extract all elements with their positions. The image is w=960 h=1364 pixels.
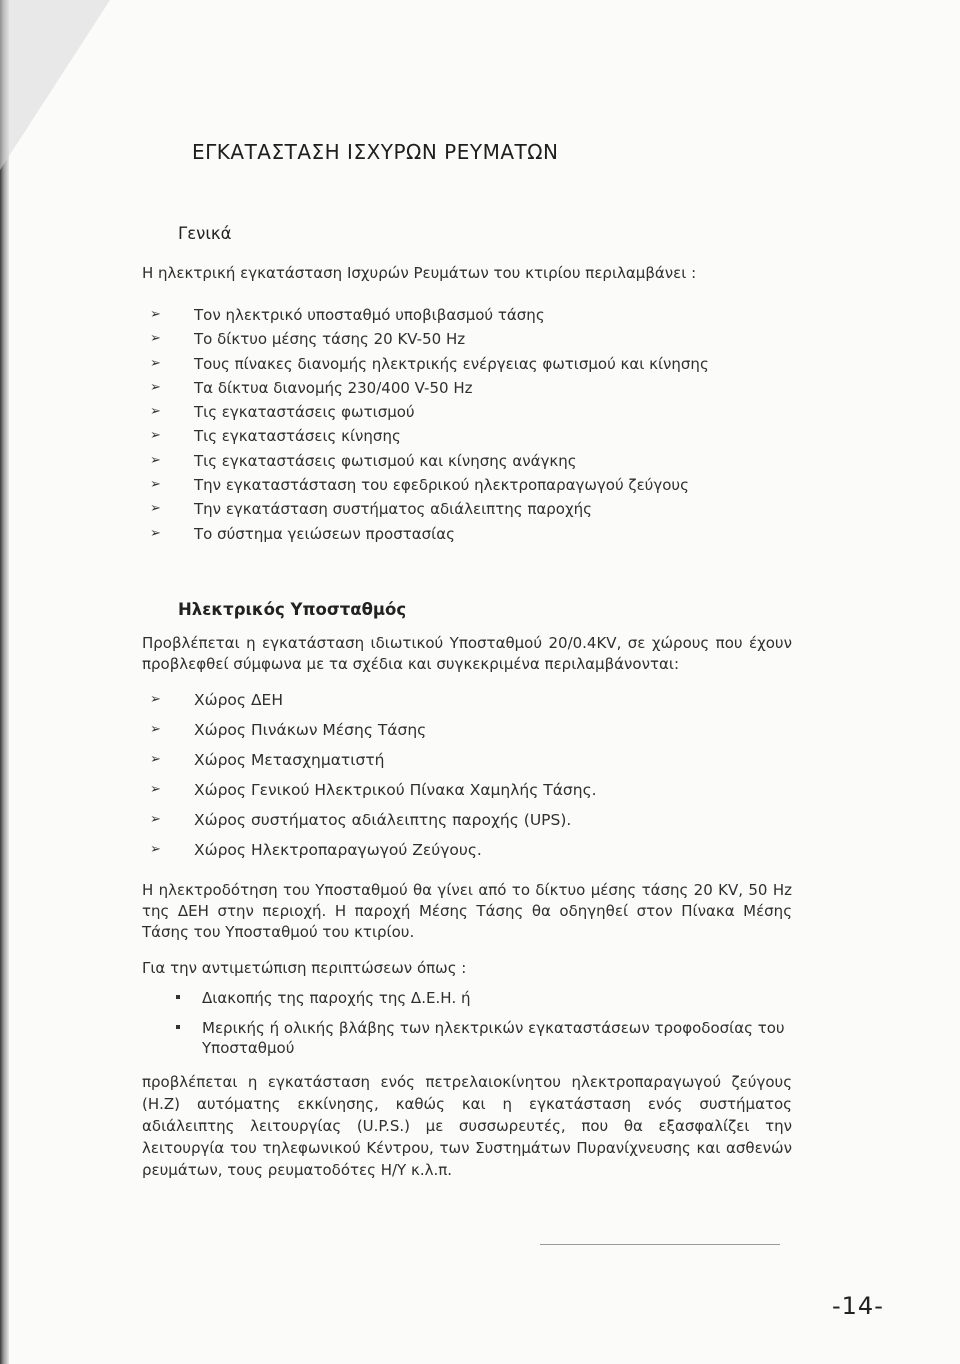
general-items-list bbox=[150, 303, 709, 546]
list-item: Διακοπής της παροχής της Δ.Ε.Η. ή bbox=[174, 988, 794, 1008]
arrow-bullet-icon: ➢ bbox=[150, 307, 161, 322]
footer-rule bbox=[540, 1244, 780, 1245]
page-number: -14- bbox=[832, 1292, 884, 1320]
list-item: ➢ Χώρος Γενικού Ηλεκτρικού Πίνακα Χαμηλής Τάσης. bbox=[150, 776, 597, 806]
list-item: ➢ Το σύστημα γειώσεων προστασίας bbox=[150, 522, 709, 546]
arrow-bullet-icon: ➢ bbox=[150, 404, 161, 420]
cases-list bbox=[174, 988, 794, 1068]
list-item: ➢ Τα δίκτυα διανομής 230/400 V-50 Hz bbox=[150, 376, 709, 400]
arrow-bullet-icon: ➢ bbox=[150, 782, 161, 797]
list-item: ➢ Τις εγκαταστάσεις φωτισμού bbox=[150, 400, 709, 424]
substation-rooms-list bbox=[150, 686, 597, 866]
arrow-bullet-icon: ➢ bbox=[150, 452, 161, 468]
scan-corner-fold bbox=[0, 0, 110, 170]
arrow-bullet-icon: ➢ bbox=[150, 812, 161, 827]
list-item: ➢ Τους πίνακες διανομής ηλεκτρικής ενέργειας φωτισμού και κίνησης bbox=[150, 352, 709, 376]
list-item: ➢ Χώρος ΔΕΗ bbox=[150, 686, 597, 716]
scan-left-edge bbox=[0, 0, 9, 1364]
list-item: ➢ Το δίκτυο μέσης τάσης 20 KV-50 Hz bbox=[150, 327, 709, 351]
list-item: ➢ Τον ηλεκτρικό υποσταθμό υποβιβασμού τάσης bbox=[150, 303, 709, 327]
arrow-bullet-icon: ➢ bbox=[150, 501, 161, 517]
arrow-bullet-icon: ➢ bbox=[150, 355, 161, 371]
list-item: ➢ Την εγκαταστάσταση του εφεδρικού ηλεκτροπαραγωγού ζεύγους bbox=[150, 473, 709, 497]
arrow-bullet-icon: ➢ bbox=[150, 842, 161, 857]
general-intro: Η ηλεκτρική εγκατάσταση Ισχυρών Ρευμάτων του κτιρίου περιλαμβάνει : bbox=[142, 264, 697, 282]
list-item: ➢ Χώρος Πινάκων Μέσης Τάσης bbox=[150, 716, 597, 746]
supply-paragraph: Η ηλεκτροδότηση του Υποσταθμού θα γίνει από το δίκτυο μέσης τάσης 20 KV, 50 Hz της ΔΕΗ στην περιοχή. Η παροχή Μέσης Τάσης θα οδηγηθεί στον Πίνακα Μέσης Τάσης του Υποσταθμού του κτιρίου. bbox=[142, 881, 792, 941]
arrow-bullet-icon: ➢ bbox=[150, 331, 161, 347]
list-item: ➢ Χώρος Μετασχηματιστή bbox=[150, 746, 597, 776]
list-item: ➢ Τις εγκαταστάσεις κίνησης bbox=[150, 424, 709, 448]
list-item: ➢ Τις εγκαταστάσεις φωτισμού και κίνησης ανάγκης bbox=[150, 449, 709, 473]
cases-intro: Για την αντιμετώπιση περιπτώσεων όπως : bbox=[142, 959, 467, 977]
section-heading-general: Γενικά bbox=[178, 224, 232, 243]
arrow-bullet-icon: ➢ bbox=[150, 752, 161, 767]
list-item: ➢ Χώρος συστήματος αδιάλειπτης παροχής (UPS). bbox=[150, 806, 597, 836]
list-item: ➢ Την εγκατάσταση συστήματος αδιάλειπτης παροχής bbox=[150, 497, 709, 521]
list-item: Μερικής ή ολικής βλάβης των ηλεκτρικών εγκαταστάσεων τροφοδοσίας του Υποσταθμού bbox=[174, 1018, 794, 1058]
arrow-bullet-icon: ➢ bbox=[150, 379, 161, 395]
list-item: ➢ Χώρος Ηλεκτροπαραγωγού Ζεύγους. bbox=[150, 836, 597, 866]
document-title: ΕΓΚΑΤΑΣΤΑΣΗ ΙΣΧΥΡΩΝ ΡΕΥΜΑΤΩΝ bbox=[192, 140, 559, 164]
square-bullet-icon bbox=[176, 1025, 180, 1029]
arrow-bullet-icon: ➢ bbox=[150, 722, 161, 737]
arrow-bullet-icon: ➢ bbox=[150, 692, 161, 707]
arrow-bullet-icon: ➢ bbox=[150, 525, 161, 541]
square-bullet-icon bbox=[176, 995, 180, 999]
substation-intro: Προβλέπεται η εγκατάσταση ιδιωτικού Υποσταθμού 20/0.4KV, σε χώρους που έχουν προβλεφθεί σύμφωνα με τα σχέδια και συγκεκριμένα περιλαμβάνονται: bbox=[142, 634, 792, 673]
section-heading-substation: Ηλεκτρικός Υποσταθμός bbox=[178, 600, 407, 619]
arrow-bullet-icon: ➢ bbox=[150, 477, 161, 493]
arrow-bullet-icon: ➢ bbox=[150, 428, 161, 444]
closing-paragraph: προβλέπεται η εγκατάσταση ενός πετρελαιοκίνητου ηλεκτροπαραγωγού ζεύγους (Η.Ζ) αυτόματης εκκίνησης, καθώς και η εγκατάσταση ενός συστήματος αδιάλειπτης λειτουργίας (U.P.S.) με συσσωρευτές, που θα εξασφαλίζει την λειτουργία του τηλεφωνικού Κέντρου, των Συστημάτων Πυρανίχνευσης και ασθενών ρευμάτων, τους ρευματοδότες Η/Υ κ.λ.π. bbox=[142, 1073, 792, 1179]
